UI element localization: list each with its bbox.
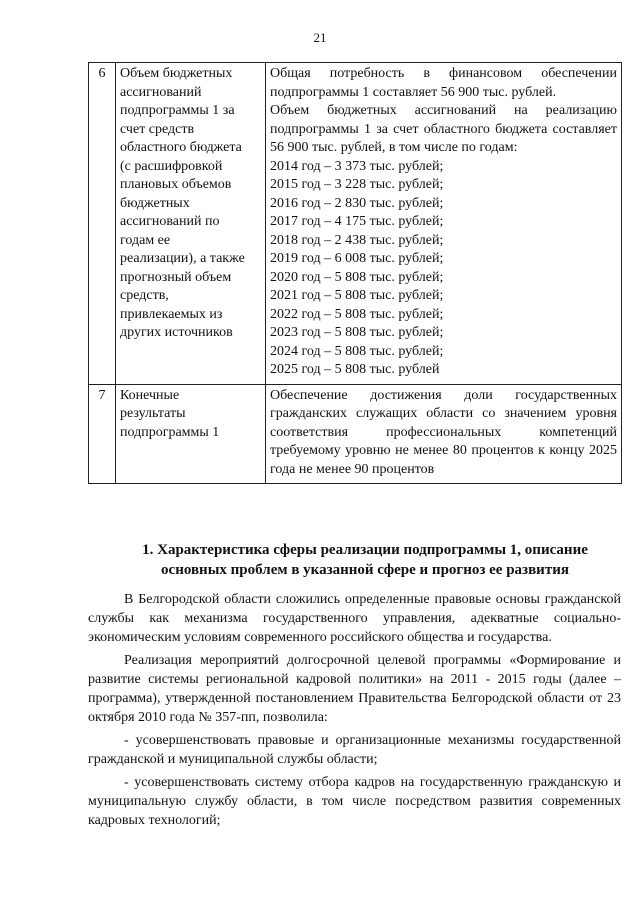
row-name-line: Объем бюджетных [120, 66, 233, 81]
row-name-line: ассигнований [120, 84, 202, 100]
year-allocation: 2025 год – 5 808 тыс. рублей [270, 362, 440, 377]
row-name-line: Конечные [120, 387, 180, 403]
table-row [89, 63, 622, 385]
section-heading [110, 540, 620, 580]
row-name-line: других источников [120, 325, 233, 340]
year-allocation: 2021 год – 5 808 тыс. рублей; [270, 288, 444, 303]
year-allocation: 2022 год – 5 808 тыс. рублей; [270, 306, 444, 322]
year-allocation: 2016 год – 2 830 тыс. рублей; [270, 195, 444, 211]
year-allocation: 2019 год – 6 008 тыс. рублей; [270, 251, 444, 266]
year-allocation: 2017 год – 4 175 тыс. рублей; [270, 214, 444, 229]
passport-table [88, 62, 622, 484]
row-number: 7 [89, 384, 116, 484]
paragraph: Реализация мероприятий долгосрочной целевой программы «Формирование и развитие системы региональной кадровой политики» на 2011 - 2015 годы (далее – программа), утвержденной постановлением Правительства Белгородской области от 23 октября 2010 года № 357-пп, позволила: [88, 653, 621, 725]
body-text [88, 590, 621, 834]
bullet-item: - усовершенствовать систему отбора кадров на государственную гражданскую и муниципальную службу области, в том числе посредством развития современных кадровых технологий; [88, 775, 621, 828]
row-name-line: реализации), а также [120, 251, 245, 266]
year-allocation: 2023 год – 5 808 тыс. рублей; [270, 325, 444, 340]
financing-total-text: Общая потребность в финансовом обеспечении подпрограммы 1 составляет 56 900 тыс. рублей. [270, 66, 617, 100]
row-number: 6 [89, 63, 116, 385]
row-name-line: бюджетных [120, 195, 190, 211]
row-name-cell [116, 63, 266, 385]
table-row [89, 384, 622, 484]
year-allocation: 2024 год – 5 808 тыс. рублей; [270, 343, 444, 359]
row-name-cell [116, 384, 266, 484]
paragraph: В Белгородской области сложились определенные правовые основы гражданской службы как механизма государственного управления, адекватные социально-экономическим условиям современного российского общества и государства. [88, 592, 621, 645]
row-name-line: средств, [120, 288, 169, 303]
section-heading-line: основных проблем в указанной сфере и прогноз ее развития [161, 562, 569, 578]
row-name-line: плановых объемов [120, 177, 232, 192]
financing-budget-text: Объем бюджетных ассигнований на реализацию подпрограммы 1 за счет областного бюджета составляет 56 900 тыс. рублей, в том числе по годам: [270, 103, 617, 155]
year-allocation: 2018 год – 2 438 тыс. рублей; [270, 232, 444, 248]
year-allocation: 2014 год – 3 373 тыс. рублей; [270, 158, 444, 174]
row-name-line: (с расшифровкой [120, 158, 223, 174]
row-name-line: подпрограммы 1 [120, 424, 220, 440]
row-name-line: годам ее [120, 232, 171, 248]
section-heading-line: 1. Характеристика сферы реализации подпрограммы 1, описание [142, 542, 588, 558]
row-name-line: счет средств [120, 121, 195, 137]
year-allocation: 2015 год – 3 228 тыс. рублей; [270, 177, 444, 192]
bullet-item: - усовершенствовать правовые и организационные механизмы государственной гражданской и муниципальной службы области; [88, 733, 621, 767]
row-name-line: привлекаемых из [120, 306, 223, 322]
row-description-cell: Обеспечение достижения доли государственных гражданских служащих области со значением уровня соответствия профессиональных компетенций требуемому уровню не менее 80 процентов к концу 2025 года не менее 90 процентов [266, 384, 622, 484]
page-number: 21 [313, 30, 327, 45]
year-allocation: 2020 год – 5 808 тыс. рублей; [270, 269, 444, 285]
row-name-line: областного бюджета [120, 140, 242, 155]
row-name-line: прогнозный объем [120, 269, 232, 285]
row-description-cell [266, 63, 622, 385]
row-name-line: подпрограммы 1 за [120, 103, 235, 118]
row-name-line: результаты [120, 406, 186, 421]
row-name-line: ассигнований по [120, 214, 220, 229]
